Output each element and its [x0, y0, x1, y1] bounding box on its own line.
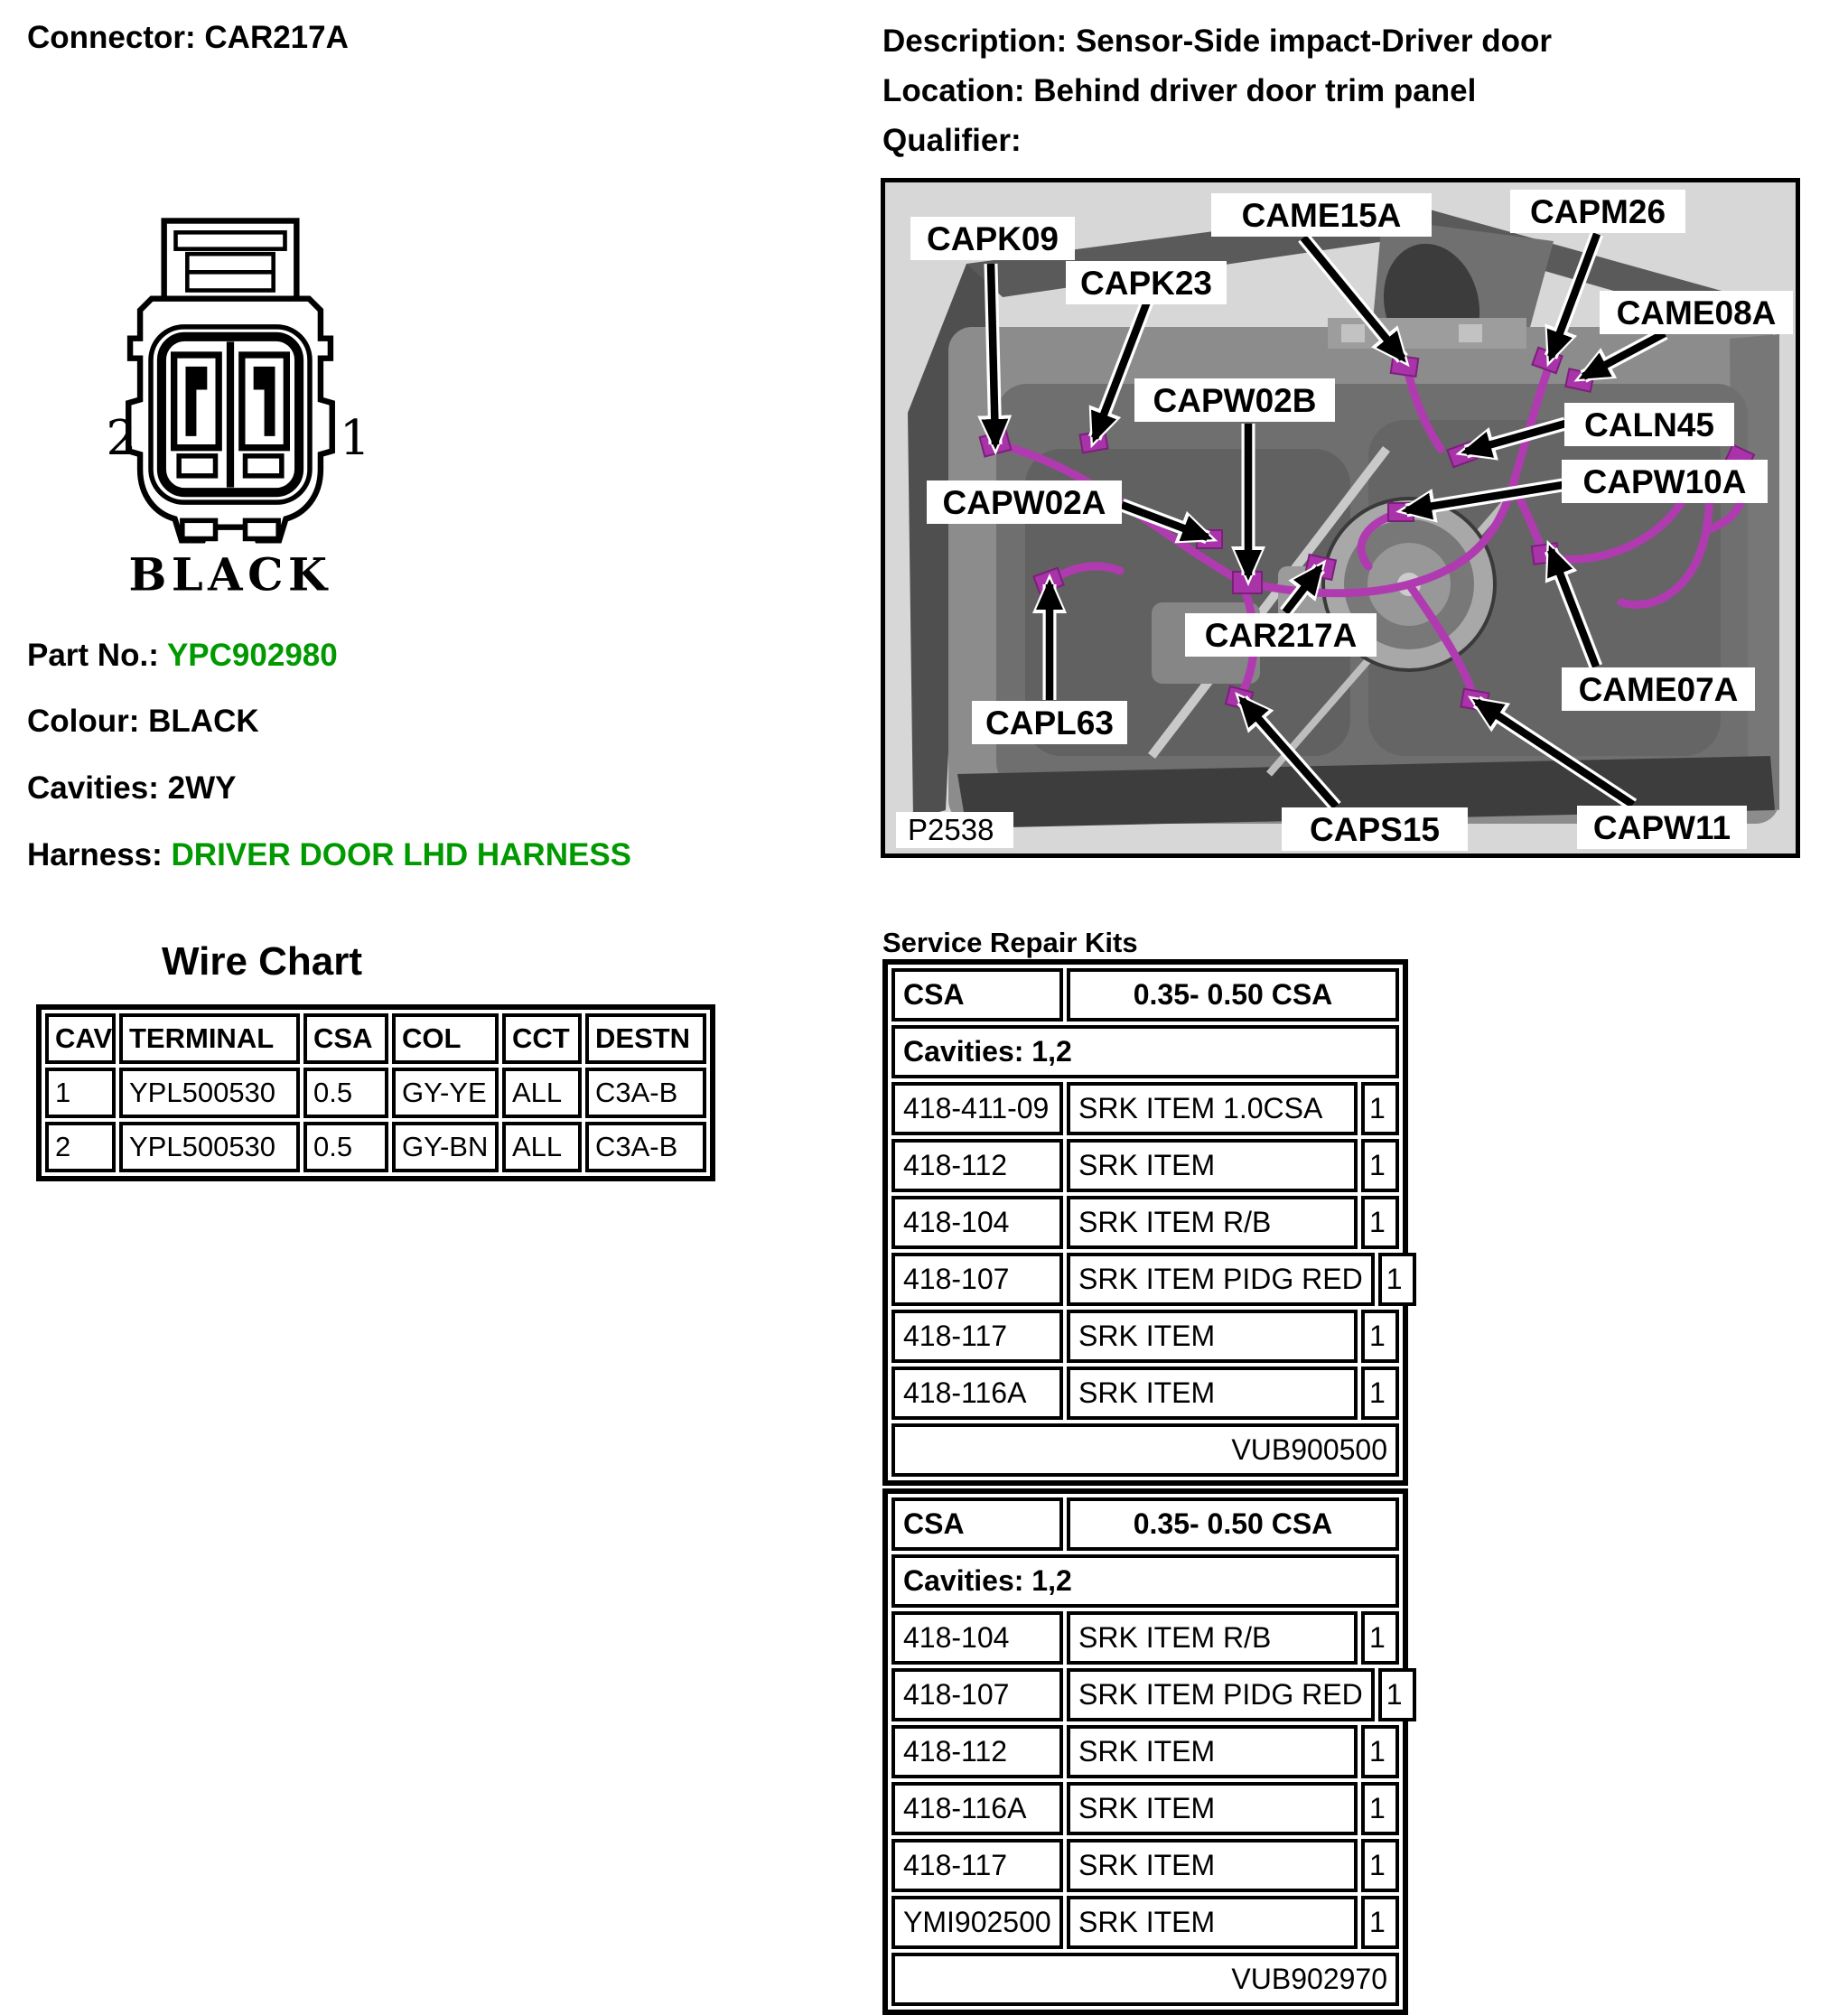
svg-text:CAPK23: CAPK23	[1080, 265, 1212, 302]
callout-came07a	[1562, 667, 1755, 711]
srk2-row6-code: YMI902500	[891, 1896, 1063, 1949]
srk1-row6-desc: SRK ITEM	[1067, 1367, 1358, 1420]
callout-capw02b	[1134, 378, 1335, 422]
srk1-footer-row	[891, 1423, 1399, 1477]
srk1-csa-range: 0.35- 0.50 CSA	[1067, 968, 1399, 1021]
wire-row1-destn: C3A-B	[585, 1068, 706, 1118]
wire-row2-destn: C3A-B	[585, 1122, 706, 1172]
srk1-row-2	[891, 1139, 1399, 1192]
srk2-row5-desc: SRK ITEM	[1067, 1839, 1358, 1892]
srk2-row5-qty: 1	[1361, 1839, 1399, 1892]
srk1-row3-desc: SRK ITEM R/B	[1067, 1196, 1358, 1249]
srk1-row6-code: 418-116A	[891, 1367, 1063, 1420]
wire-chart-header-csa: CSA	[303, 1013, 388, 1064]
right-header-block	[882, 16, 1552, 165]
wire-row1-csa: 0.5	[303, 1068, 388, 1118]
wire-row1-terminal: YPL500530	[119, 1068, 300, 1118]
srk1-row4-qty: 1	[1378, 1253, 1416, 1306]
svg-text:CALN45: CALN45	[1584, 406, 1714, 443]
srk2-row4-desc: SRK ITEM	[1067, 1782, 1358, 1835]
svg-text:CAPL63: CAPL63	[985, 704, 1114, 742]
srk1-row-5	[891, 1310, 1399, 1363]
svg-text:CAPW11: CAPW11	[1592, 809, 1731, 846]
wire-row1-cav: 1	[45, 1068, 116, 1118]
srk2-row4-code: 418-116A	[891, 1782, 1063, 1835]
connector-colour-caption: BLACK	[128, 548, 332, 602]
svg-text:CAPW02B: CAPW02B	[1153, 382, 1317, 419]
srk1-row1-qty: 1	[1361, 1082, 1399, 1135]
srk2-header-row	[891, 1497, 1399, 1551]
svg-text:CAME15A: CAME15A	[1241, 197, 1402, 234]
srk2-row-5	[891, 1839, 1399, 1892]
srk1-csa-label: CSA	[891, 968, 1063, 1021]
pin-number-left: 2	[106, 410, 137, 466]
location-line	[882, 66, 1552, 116]
wire-row1-cct: ALL	[502, 1068, 582, 1118]
srk1-row2-desc: SRK ITEM	[1067, 1139, 1358, 1192]
srk2-row4-qty: 1	[1361, 1782, 1399, 1835]
callout-capm26	[1510, 190, 1685, 233]
srk1-row-4	[891, 1253, 1403, 1306]
srk1-row3-qty: 1	[1361, 1196, 1399, 1249]
srk1-row-6	[891, 1367, 1399, 1420]
srk1-cavities-row	[891, 1025, 1399, 1078]
srk2-row1-desc: SRK ITEM R/B	[1067, 1611, 1358, 1665]
wire-row2-csa: 0.5	[303, 1122, 388, 1172]
callout-came08a	[1600, 291, 1793, 334]
photo-code-text: P2538	[908, 813, 994, 846]
srk2-row6-desc: SRK ITEM	[1067, 1896, 1358, 1949]
srk1-row4-code: 418-107	[891, 1253, 1063, 1306]
part-no-label: Part No.:	[27, 638, 159, 673]
cavities-value: 2WY	[167, 770, 237, 806]
srk2-row-3	[891, 1725, 1399, 1778]
wire-row2-cct: ALL	[502, 1122, 582, 1172]
srk2-cavities: Cavities: 1,2	[891, 1554, 1399, 1608]
srk2-part-number: VUB902970	[891, 1953, 1399, 2006]
svg-text:CAPK09: CAPK09	[927, 220, 1059, 257]
srk1-row5-code: 418-117	[891, 1310, 1063, 1363]
srk1-row2-code: 418-112	[891, 1139, 1063, 1192]
srk2-row-2	[891, 1668, 1403, 1721]
srk2-row3-qty: 1	[1361, 1725, 1399, 1778]
srk1-row6-qty: 1	[1361, 1367, 1399, 1420]
srk2-row-6	[891, 1896, 1399, 1949]
colour-value: BLACK	[148, 704, 259, 739]
wire-chart-table	[36, 1004, 715, 1181]
svg-text:CAR217A: CAR217A	[1204, 617, 1358, 654]
callout-caln45	[1564, 403, 1734, 446]
description-value: Sensor-Side impact-Driver door	[1075, 23, 1553, 59]
callout-capk09	[910, 217, 1075, 260]
srk2-row6-qty: 1	[1361, 1896, 1399, 1949]
svg-text:CAPW02A: CAPW02A	[942, 484, 1106, 521]
srk2-cavities-row	[891, 1554, 1399, 1608]
service-repair-kits-title: Service Repair Kits	[882, 927, 1138, 958]
cavities-label: Cavities:	[27, 770, 159, 806]
srk2-row2-code: 418-107	[891, 1668, 1063, 1721]
wire-chart-row-1	[45, 1068, 706, 1118]
srk2-row-4	[891, 1782, 1399, 1835]
wire-row1-col: GY-YE	[392, 1068, 499, 1118]
srk2-row3-code: 418-112	[891, 1725, 1063, 1778]
wire-chart-row-2	[45, 1122, 706, 1172]
wire-chart-header-destn: DESTN	[585, 1013, 706, 1064]
description-line	[882, 16, 1552, 66]
svg-text:CAME08A: CAME08A	[1616, 294, 1777, 331]
srk2-row2-qty: 1	[1378, 1668, 1416, 1721]
arrow-capk09	[991, 264, 995, 444]
location-label: Location:	[882, 73, 1025, 108]
connector-heading-label: Connector:	[27, 20, 196, 55]
callout-capk23	[1066, 261, 1227, 304]
srk1-row4-desc: SRK ITEM PIDG RED	[1067, 1253, 1375, 1306]
srk2-csa-range: 0.35- 0.50 CSA	[1067, 1497, 1399, 1551]
wire-row2-col: GY-BN	[392, 1122, 499, 1172]
srk1-header-row	[891, 968, 1399, 1021]
srk2-footer-row	[891, 1953, 1399, 2006]
wire-row2-terminal: YPL500530	[119, 1122, 300, 1172]
srk2-row5-code: 418-117	[891, 1839, 1063, 1892]
wire-chart-header-col: COL	[392, 1013, 499, 1064]
svg-text:CAPM26: CAPM26	[1529, 193, 1666, 230]
harness-label: Harness:	[27, 837, 163, 872]
cavities-line	[27, 770, 237, 807]
srk-table-2	[882, 1488, 1408, 2015]
callout-caps15	[1282, 807, 1468, 851]
connector-face-drawing	[81, 206, 379, 603]
part-no-value: YPC902980	[166, 638, 338, 673]
srk1-row-3	[891, 1196, 1399, 1249]
wire-chart-header-cav: CAV	[45, 1013, 116, 1064]
wire-chart-header-cct: CCT	[502, 1013, 582, 1064]
photo-code-label	[896, 812, 1013, 848]
srk1-part-number: VUB900500	[891, 1423, 1399, 1477]
wire-chart-title: Wire Chart	[161, 939, 363, 984]
srk1-row2-qty: 1	[1361, 1139, 1399, 1192]
srk1-row-1	[891, 1082, 1399, 1135]
srk1-row1-code: 418-411-09	[891, 1082, 1063, 1135]
connector-heading-value: CAR217A	[204, 20, 349, 55]
srk2-row3-desc: SRK ITEM	[1067, 1725, 1358, 1778]
svg-text:CAPW10A: CAPW10A	[1582, 463, 1747, 500]
callout-car217a	[1185, 613, 1377, 657]
callout-capw11	[1577, 806, 1747, 849]
qualifier-label: Qualifier:	[882, 123, 1022, 158]
srk2-row1-qty: 1	[1361, 1611, 1399, 1665]
svg-text:CAME07A: CAME07A	[1578, 671, 1739, 708]
srk-table-1	[882, 959, 1408, 1486]
location-value: Behind driver door trim panel	[1033, 73, 1477, 108]
qualifier-line	[882, 116, 1552, 165]
callout-capl63	[972, 701, 1127, 744]
harness-value: DRIVER DOOR LHD HARNESS	[171, 837, 632, 872]
description-label: Description:	[882, 23, 1068, 59]
srk2-csa-label: CSA	[891, 1497, 1063, 1551]
svg-text:CAPS15: CAPS15	[1310, 811, 1440, 848]
wire-chart-header-row	[45, 1013, 706, 1064]
srk1-cavities: Cavities: 1,2	[891, 1025, 1399, 1078]
srk1-row5-desc: SRK ITEM	[1067, 1310, 1358, 1363]
colour-label: Colour:	[27, 704, 140, 739]
srk1-row3-code: 418-104	[891, 1196, 1063, 1249]
srk2-row1-code: 418-104	[891, 1611, 1063, 1665]
harness-line	[27, 837, 631, 873]
part-no-line	[27, 638, 338, 674]
door-location-photo	[881, 178, 1800, 858]
wire-chart-header-terminal: TERMINAL	[119, 1013, 300, 1064]
callout-capw02a	[927, 480, 1122, 524]
callout-came15a	[1211, 193, 1432, 237]
srk2-row2-desc: SRK ITEM PIDG RED	[1067, 1668, 1375, 1721]
srk1-row1-desc: SRK ITEM 1.0CSA	[1067, 1082, 1358, 1135]
pin-number-right: 1	[340, 410, 370, 466]
srk1-row5-qty: 1	[1361, 1310, 1399, 1363]
connector-heading	[27, 20, 349, 56]
wire-row2-cav: 2	[45, 1122, 116, 1172]
colour-line	[27, 704, 259, 740]
callout-capw10a	[1562, 460, 1768, 503]
srk2-row-1	[891, 1611, 1399, 1665]
